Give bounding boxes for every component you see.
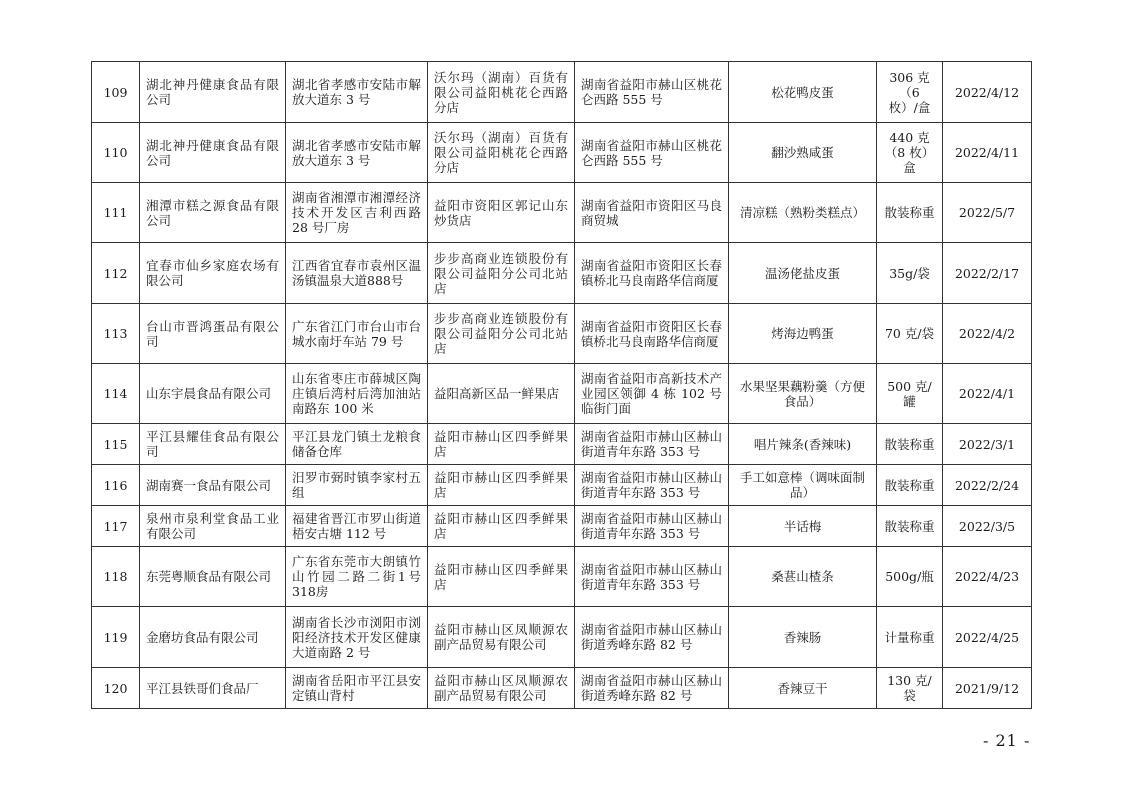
cell-product-name: 香辣豆干 (729, 668, 877, 709)
cell-seller-name: 益阳市资阳区郭记山东炒货店 (428, 183, 575, 243)
cell-producer-name: 湘潭市糕之源食品有限公司 (140, 183, 286, 243)
cell-product-name: 清凉糕（熟粉类糕点） (729, 183, 877, 243)
cell-specification: 散装称重 (877, 183, 943, 243)
cell-production-date: 2022/3/5 (943, 506, 1032, 547)
cell-production-date: 2022/2/17 (943, 243, 1032, 304)
cell-seller-address: 湖南省益阳市高新技术产业园区领御 4 栋 102 号临街门面 (575, 364, 729, 424)
cell-production-date: 2022/4/23 (943, 547, 1032, 607)
cell-serial-number: 109 (92, 62, 140, 123)
cell-production-date: 2022/2/24 (943, 465, 1032, 506)
cell-producer-name: 平江县耀佳食品有限公司 (140, 424, 286, 465)
cell-production-date: 2022/4/25 (943, 607, 1032, 668)
cell-serial-number: 117 (92, 506, 140, 547)
cell-producer-address: 福建省晋江市罗山街道梧安古塘 112 号 (286, 506, 428, 547)
cell-seller-address: 湖南省益阳市资阳区长春镇桥北马良南路华信商厦 (575, 243, 729, 304)
cell-product-name: 手工如意棒（调味面制品） (729, 465, 877, 506)
cell-production-date: 2022/4/1 (943, 364, 1032, 424)
cell-producer-name: 东莞粤顺食品有限公司 (140, 547, 286, 607)
cell-production-date: 2022/5/7 (943, 183, 1032, 243)
cell-product-name: 香辣肠 (729, 607, 877, 668)
cell-producer-name: 泉州市泉利堂食品工业有限公司 (140, 506, 286, 547)
table-row (92, 364, 1032, 424)
cell-specification: 500g/瓶 (877, 547, 943, 607)
cell-producer-address: 湖南省长沙市浏阳市浏阳经济技术开发区健康大道南路 2 号 (286, 607, 428, 668)
cell-producer-address: 湖北省孝感市安陆市解放大道东 3 号 (286, 62, 428, 123)
cell-seller-address: 湖南省益阳市赫山区赫山街道青年东路 353 号 (575, 506, 729, 547)
cell-specification: 35g/袋 (877, 243, 943, 304)
cell-producer-name: 湖北神丹健康食品有限公司 (140, 62, 286, 123)
cell-seller-name: 益阳市赫山区凤顺源农副产品贸易有限公司 (428, 668, 575, 709)
cell-seller-name: 益阳市赫山区四季鲜果店 (428, 547, 575, 607)
cell-serial-number: 120 (92, 668, 140, 709)
cell-seller-name: 沃尔玛（湖南）百货有限公司益阳桃花仑西路分店 (428, 123, 575, 183)
cell-producer-name: 宜春市仙乡家庭农场有限公司 (140, 243, 286, 304)
cell-producer-name: 金磨坊食品有限公司 (140, 607, 286, 668)
cell-serial-number: 114 (92, 364, 140, 424)
cell-producer-name: 湖南赛一食品有限公司 (140, 465, 286, 506)
cell-production-date: 2022/4/11 (943, 123, 1032, 183)
cell-specification: 440 克（8 枚）盒 (877, 123, 943, 183)
table-row (92, 607, 1032, 668)
cell-seller-address: 湖南省益阳市资阳区马良商贸城 (575, 183, 729, 243)
cell-specification: 计量称重 (877, 607, 943, 668)
cell-serial-number: 116 (92, 465, 140, 506)
cell-serial-number: 110 (92, 123, 140, 183)
cell-product-name: 水果坚果藕粉羹（方便食品） (729, 364, 877, 424)
table-row (92, 668, 1032, 709)
cell-product-name: 桑葚山楂条 (729, 547, 877, 607)
cell-specification: 306 克（6 枚）/盒 (877, 62, 943, 123)
cell-production-date: 2022/4/12 (943, 62, 1032, 123)
cell-seller-name: 益阳市赫山区四季鲜果店 (428, 506, 575, 547)
cell-specification: 散装称重 (877, 424, 943, 465)
cell-serial-number: 119 (92, 607, 140, 668)
cell-production-date: 2022/3/1 (943, 424, 1032, 465)
table-row (92, 506, 1032, 547)
table-row (92, 465, 1032, 506)
cell-seller-address: 湖南省益阳市赫山区桃花仑西路 555 号 (575, 123, 729, 183)
cell-serial-number: 115 (92, 424, 140, 465)
table-row (92, 123, 1032, 183)
cell-product-name: 翻沙熟咸蛋 (729, 123, 877, 183)
cell-producer-address: 平江县龙门镇土龙粮食储备仓库 (286, 424, 428, 465)
cell-serial-number: 112 (92, 243, 140, 304)
cell-seller-name: 步步高商业连锁股份有限公司益阳分公司北站店 (428, 243, 575, 304)
page-number: - 21 - (983, 731, 1031, 750)
cell-producer-name: 湖北神丹健康食品有限公司 (140, 123, 286, 183)
cell-seller-name: 沃尔玛（湖南）百货有限公司益阳桃花仑西路分店 (428, 62, 575, 123)
table-row (92, 243, 1032, 304)
cell-seller-name: 步步高商业连锁股份有限公司益阳分公司北站店 (428, 304, 575, 364)
cell-specification: 500 克/罐 (877, 364, 943, 424)
cell-specification: 130 克/袋 (877, 668, 943, 709)
cell-seller-address: 湖南省益阳市赫山区赫山街道秀峰东路 82 号 (575, 668, 729, 709)
cell-seller-name: 益阳市赫山区四季鲜果店 (428, 424, 575, 465)
cell-specification: 散装称重 (877, 506, 943, 547)
cell-serial-number: 113 (92, 304, 140, 364)
cell-specification: 散装称重 (877, 465, 943, 506)
cell-producer-name: 平江县铁哥们食品厂 (140, 668, 286, 709)
sampling-results-table (91, 61, 1032, 709)
table-row (92, 183, 1032, 243)
cell-producer-address: 广东省东莞市大朗镇竹山竹园二路二街1号318房 (286, 547, 428, 607)
cell-product-name: 烤海边鸭蛋 (729, 304, 877, 364)
cell-seller-address: 湖南省益阳市赫山区赫山街道青年东路 353 号 (575, 424, 729, 465)
cell-product-name: 松花鸭皮蛋 (729, 62, 877, 123)
cell-producer-address: 湖北省孝感市安陆市解放大道东 3 号 (286, 123, 428, 183)
table-row (92, 424, 1032, 465)
cell-producer-address: 汨罗市弼时镇李家村五组 (286, 465, 428, 506)
cell-product-name: 温汤佬盐皮蛋 (729, 243, 877, 304)
cell-producer-address: 湖南省湘潭市湘潭经济技术开发区吉利西路 28 号厂房 (286, 183, 428, 243)
cell-product-name: 半话梅 (729, 506, 877, 547)
cell-producer-address: 江西省宜春市袁州区温汤镇温泉大道888号 (286, 243, 428, 304)
table-row (92, 304, 1032, 364)
cell-specification: 70 克/袋 (877, 304, 943, 364)
cell-seller-address: 湖南省益阳市赫山区赫山街道青年东路 353 号 (575, 465, 729, 506)
cell-product-name: 唱片辣条(香辣味) (729, 424, 877, 465)
cell-producer-address: 山东省枣庄市薛城区陶庄镇后湾村后湾加油站南路东 100 米 (286, 364, 428, 424)
cell-seller-name: 益阳市赫山区四季鲜果店 (428, 465, 575, 506)
cell-seller-name: 益阳市赫山区凤顺源农副产品贸易有限公司 (428, 607, 575, 668)
cell-producer-name: 山东宇晨食品有限公司 (140, 364, 286, 424)
cell-production-date: 2022/4/2 (943, 304, 1032, 364)
cell-producer-name: 台山市晋鸿蛋品有限公司 (140, 304, 286, 364)
cell-serial-number: 118 (92, 547, 140, 607)
cell-seller-address: 湖南省益阳市资阳区长春镇桥北马良南路华信商厦 (575, 304, 729, 364)
cell-seller-address: 湖南省益阳市赫山区桃花仑西路 555 号 (575, 62, 729, 123)
cell-seller-name: 益阳高新区品一鲜果店 (428, 364, 575, 424)
table-body (92, 62, 1032, 709)
table-row (92, 62, 1032, 123)
cell-serial-number: 111 (92, 183, 140, 243)
cell-producer-address: 湖南省岳阳市平江县安定镇山背村 (286, 668, 428, 709)
cell-production-date: 2021/9/12 (943, 668, 1032, 709)
cell-seller-address: 湖南省益阳市赫山区赫山街道秀峰东路 82 号 (575, 607, 729, 668)
table-row (92, 547, 1032, 607)
cell-producer-address: 广东省江门市台山市台城水南圩车站 79 号 (286, 304, 428, 364)
cell-seller-address: 湖南省益阳市赫山区赫山街道青年东路 353 号 (575, 547, 729, 607)
